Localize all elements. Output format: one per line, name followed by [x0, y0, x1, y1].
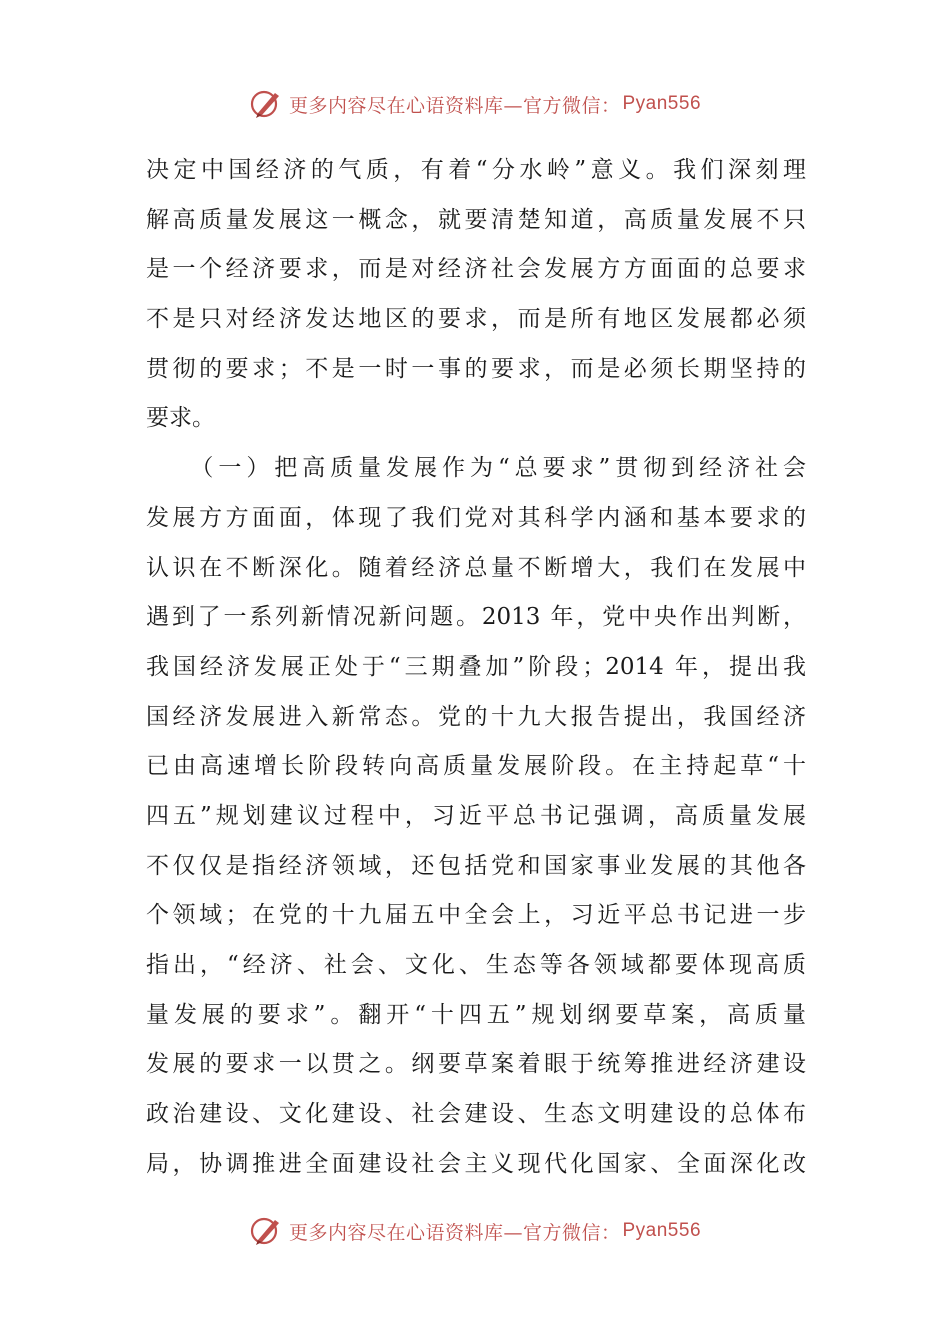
- wechat-handle: Pyan556: [622, 93, 702, 114]
- pen-logo-icon: [249, 87, 283, 121]
- text-line: 不仅仅是指经济领域，还包括党和国家事业发展的其他各: [146, 852, 806, 879]
- document-body: [146, 146, 806, 1189]
- text-line: 认识在不断深化。随着经济总量不断增大，我们在发展中: [146, 554, 806, 581]
- banner-text: 更多内容尽在心语资料库—官方微信：: [288, 94, 621, 117]
- section-heading-line: （一）把高质量发展作为“总要求”贯彻到经济社会: [146, 455, 806, 482]
- text-line: 我国经济发展正处于“三期叠加”阶段；2014 年，提出我: [146, 653, 806, 680]
- text-line: 遇到了一系列新情况新问题。2013 年，党中央作出判断，: [146, 604, 806, 631]
- text-line: 指出，“经济、社会、文化、生态等各领域都要体现高质: [146, 952, 806, 978]
- text-line: 发展方方面面，体现了我们党对其科学内涵和基本要求的: [146, 504, 806, 531]
- text-line: 国经济发展进入新常态。党的十九大报告提出，我国经济: [146, 703, 806, 730]
- text-line: 局，协调推进全面建设社会主义现代化国家、全面深化改: [146, 1150, 806, 1177]
- banner-text: 更多内容尽在心语资料库—官方微信：: [288, 1221, 621, 1244]
- wechat-handle: Pyan556: [622, 1220, 702, 1241]
- text-line: 已由高速增长阶段转向高质量发展阶段。在主持起草“十: [146, 753, 806, 780]
- text-line: 量发展的要求”。翻开“十四五”规划纲要草案，高质量: [146, 1001, 806, 1028]
- footer-banner: [0, 1211, 950, 1251]
- text-line: 是一个经济要求，而是对经济社会发展方方面面的总要求: [146, 256, 806, 283]
- text-line: 政治建设、文化建设、社会建设、生态文明建设的总体布: [146, 1101, 806, 1128]
- header-banner: [0, 84, 950, 124]
- text-line: 不是只对经济发达地区的要求，而是所有地区发展都必须: [146, 306, 806, 333]
- text-line: 四五”规划建议过程中，习近平总书记强调，高质量发展: [146, 802, 806, 829]
- text-line: 决定中国经济的气质，有着“分水岭”意义。我们深刻理: [146, 157, 806, 183]
- text-line: 个领域；在党的十九届五中全会上，习近平总书记进一步: [146, 902, 806, 929]
- text-line: 贯彻的要求；不是一时一事的要求，而是必须长期坚持的: [146, 355, 806, 382]
- text-line: 发展的要求一以贯之。纲要草案着眼于统筹推进经济建设: [146, 1051, 806, 1078]
- pen-logo-icon: [249, 1214, 283, 1248]
- text-line: 解高质量发展这一概念，就要清楚知道，高质量发展不只: [146, 206, 806, 233]
- text-line: 要求。: [146, 405, 215, 432]
